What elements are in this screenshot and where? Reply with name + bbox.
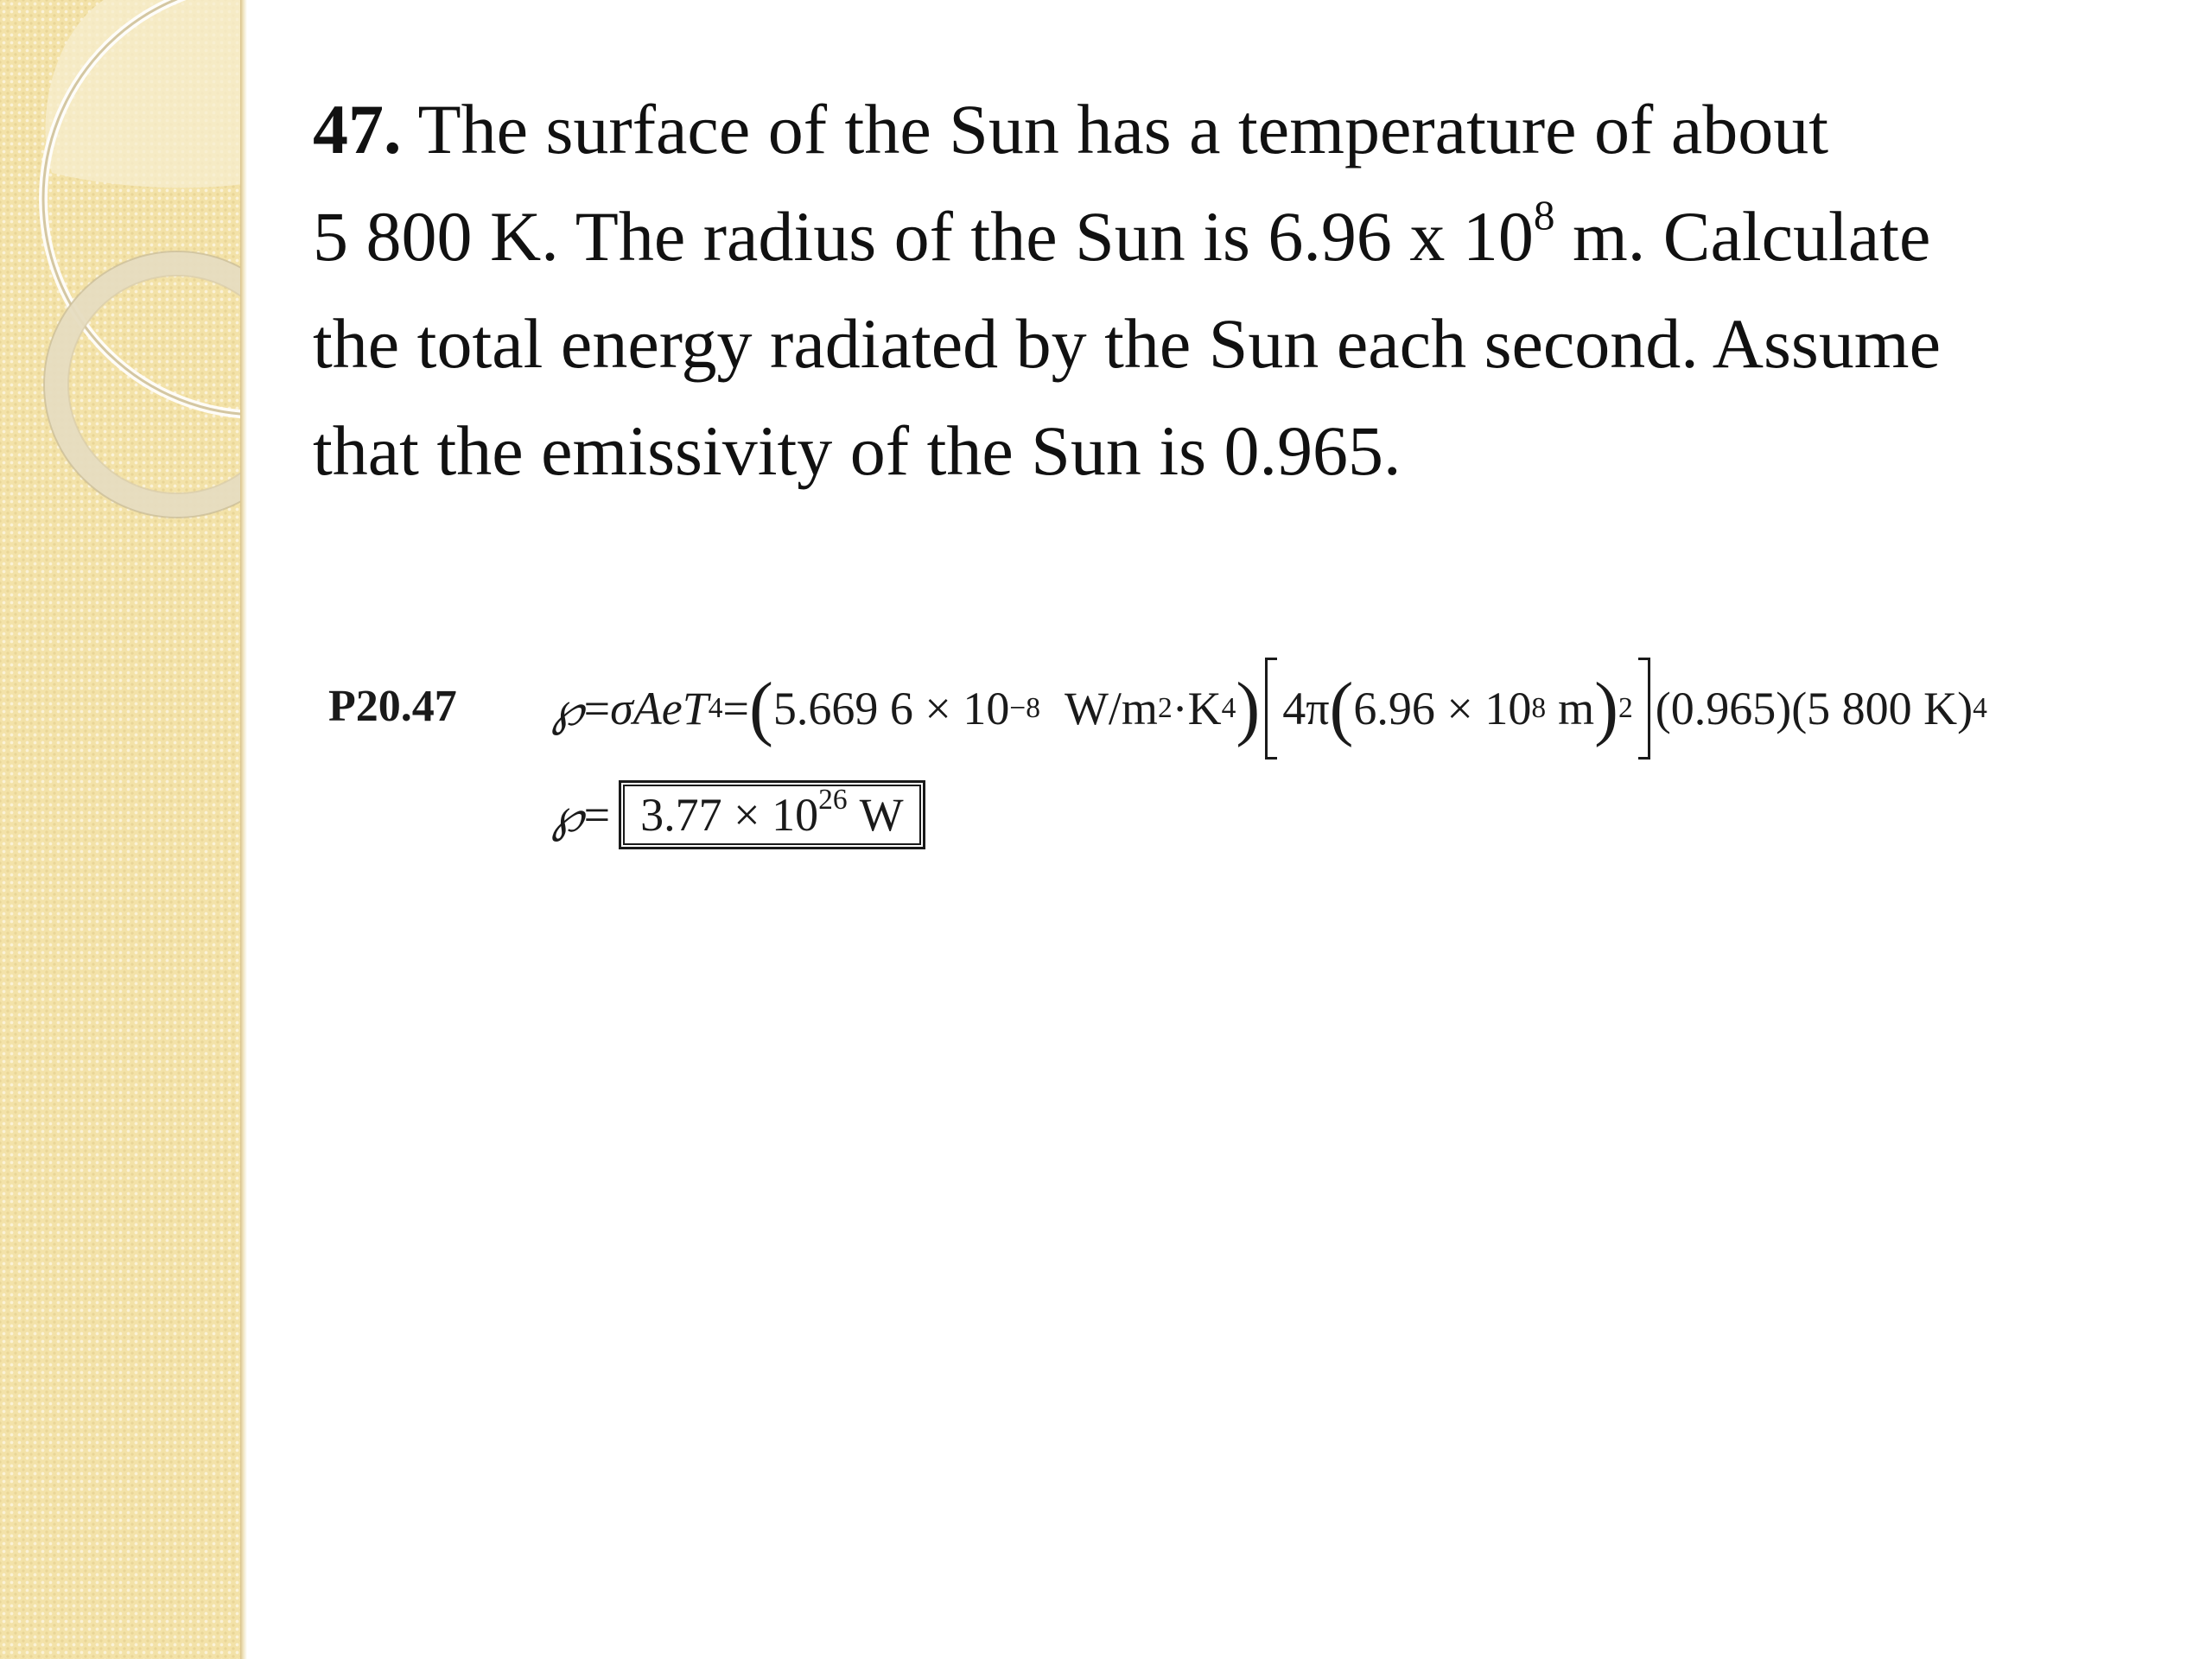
answer-box: $3.77 \times 10^{26}$ W — [619, 780, 925, 849]
solution-label: P20.47 — [328, 682, 457, 731]
temperature-value: (5 800 K) — [1791, 683, 1974, 734]
decorative-rings — [0, 0, 245, 553]
power-symbol: ℘ — [551, 683, 584, 735]
problem-line-2: 5 800 K. The radius of the Sun is 6.96 x $10^8$ m. Calculate — [313, 191, 1931, 276]
sigma-value: 5.669 6 × 10 — [772, 683, 1010, 734]
problem-line-4: that the emissivity of the Sun is 0.965. — [313, 411, 1402, 490]
paren-close: ) — [1236, 668, 1261, 749]
power-equation: ℘ = σ A e T 4 = ( 5.669 6 × 10 −8 W/m 2 ·K 4 ) 4π ( 6.96 × 10 8 m ) 2 (0.965) (5 800 K) 4 — [551, 657, 1987, 760]
decorative-side-band — [0, 0, 245, 1659]
problem-line-3: the total energy radiated by the Sun each second. Assume — [313, 304, 1941, 383]
radius-value: 6.96 × 10 — [1353, 683, 1532, 734]
sigma-unit: W/m — [1064, 683, 1158, 734]
result-unit: W — [859, 789, 904, 841]
paren-open: ( — [748, 668, 773, 749]
problem-line-1: 47. The surface of the Sun has a temperature of about — [313, 90, 1829, 168]
problem-number: 47. — [313, 90, 402, 168]
bracket-open — [1265, 658, 1277, 760]
side-band-edge — [240, 0, 247, 1659]
result-equation: ℘ = $3.77 \times 10^{26}$ W — [551, 767, 925, 862]
result-value: 3.77 × 10 — [640, 789, 819, 841]
emissivity-value: (0.965) — [1655, 683, 1792, 734]
area-prefix: 4π — [1282, 683, 1330, 734]
problem-statement — [313, 76, 2110, 505]
bracket-close — [1638, 658, 1650, 760]
